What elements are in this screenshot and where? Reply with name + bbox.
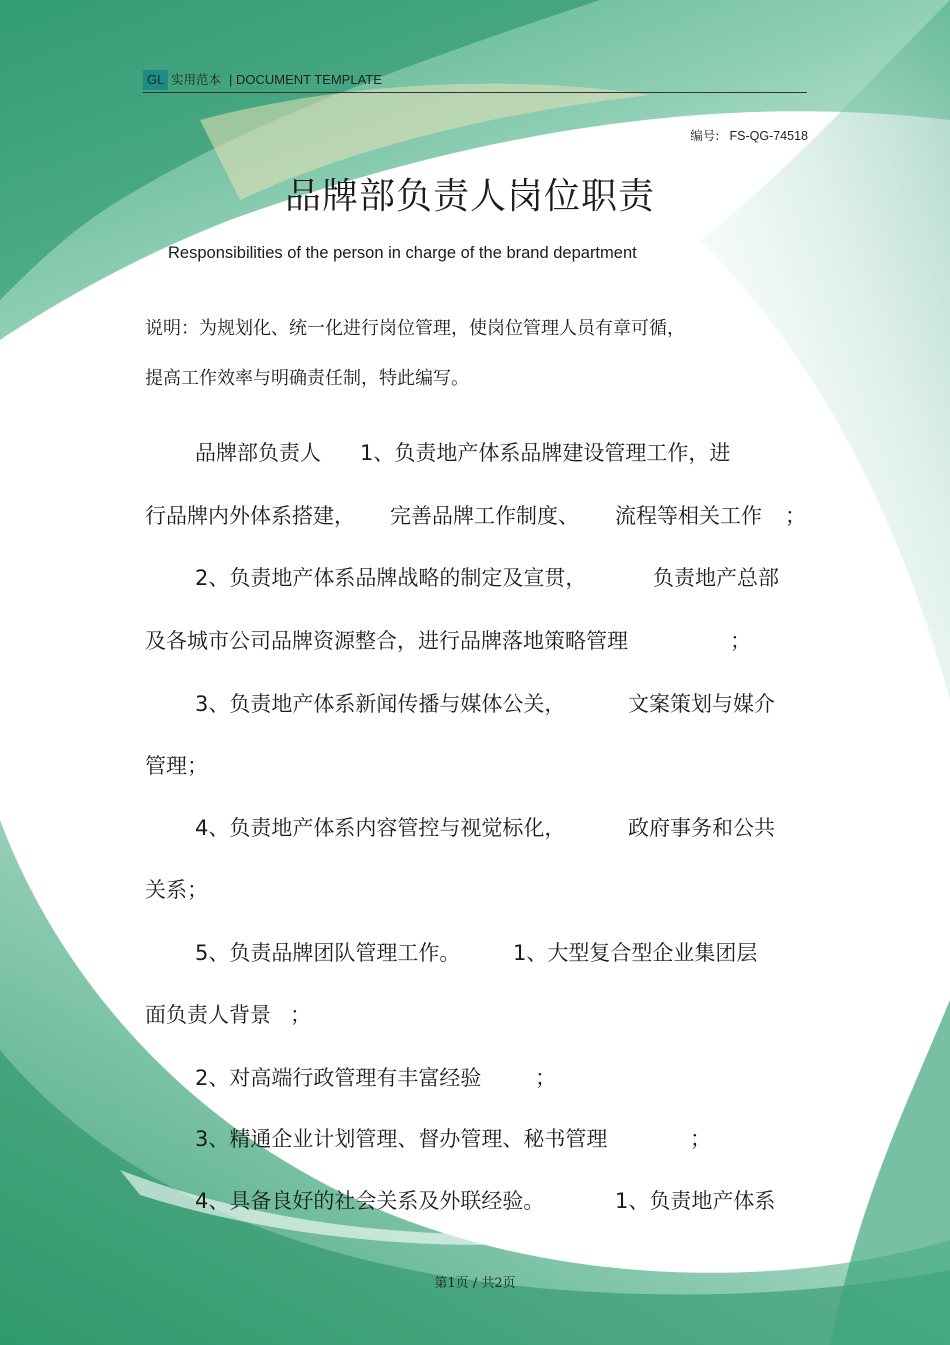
page-title: 品牌部负责人岗位职责 — [284, 176, 655, 217]
document-number — [690, 126, 808, 144]
body-segment: 管理； — [145, 754, 208, 778]
body-segment: 文案策划与媒介 — [628, 692, 775, 716]
body-segment: 面负责人背景 — [145, 1003, 271, 1027]
page-subtitle: Responsibilities of the person in charge of the brand department — [168, 244, 637, 262]
body-segment: 5、负责品牌团队管理工作。 — [195, 941, 461, 965]
body-segment: 关系； — [145, 878, 208, 902]
body-segment: 品牌部负责人 — [195, 441, 321, 465]
body-segment: 1、负责地产体系 — [615, 1189, 776, 1213]
header-brand: 实用范本 — [171, 72, 222, 87]
body-segment: 1、负责地产体系品牌建设管理工作，进 — [360, 441, 731, 465]
body-segment: 4、负责地产体系内容管控与视觉标化， — [195, 816, 566, 840]
description — [145, 316, 825, 416]
body-segment: ； — [730, 629, 751, 653]
body-segment: 流程等相关工作 — [615, 504, 762, 528]
body-segment: 行品牌内外体系搭建， — [145, 504, 355, 528]
body-segment: 4、具备良好的社会关系及外联经验。 — [195, 1189, 545, 1213]
description-line: 提高工作效率与明确责任制，特此编写。 — [145, 368, 469, 389]
document-number-value: FS-QG-74518 — [729, 129, 808, 143]
description-line: 说明：为规划化、统一化进行岗位管理，使岗位管理人员有章可循， — [145, 318, 685, 339]
document-header — [143, 70, 807, 93]
page-footer: 第1页 / 共2页 — [434, 1276, 516, 1291]
body-segment: 2、对高端行政管理有丰富经验 — [195, 1066, 482, 1090]
body-segment: ； — [690, 1127, 711, 1151]
body-segment: 3、精通企业计划管理、督办管理、秘书管理 — [195, 1127, 608, 1151]
body-segment: 完善品牌工作制度、 — [390, 504, 579, 528]
body-segment: 2、负责地产体系品牌战略的制定及宣贯， — [195, 566, 587, 590]
header-template-label: | DOCUMENT TEMPLATE — [229, 72, 382, 87]
document-number-label: 编号: — [690, 128, 720, 143]
body-segment: ； — [535, 1066, 556, 1090]
body-segment: ； — [290, 1003, 311, 1027]
body-segment: 3、负责地产体系新闻传播与媒体公关， — [195, 692, 566, 716]
body-segment: ； — [785, 504, 806, 528]
body-segment: 负责地产总部 — [653, 566, 779, 590]
header-badge: GL — [143, 70, 168, 90]
body-segment: 及各城市公司品牌资源整合，进行品牌落地策略管理 — [145, 629, 628, 653]
body-segment: 政府事务和公共 — [628, 816, 775, 840]
body-segment: 1、大型复合型企业集团层 — [513, 941, 758, 965]
